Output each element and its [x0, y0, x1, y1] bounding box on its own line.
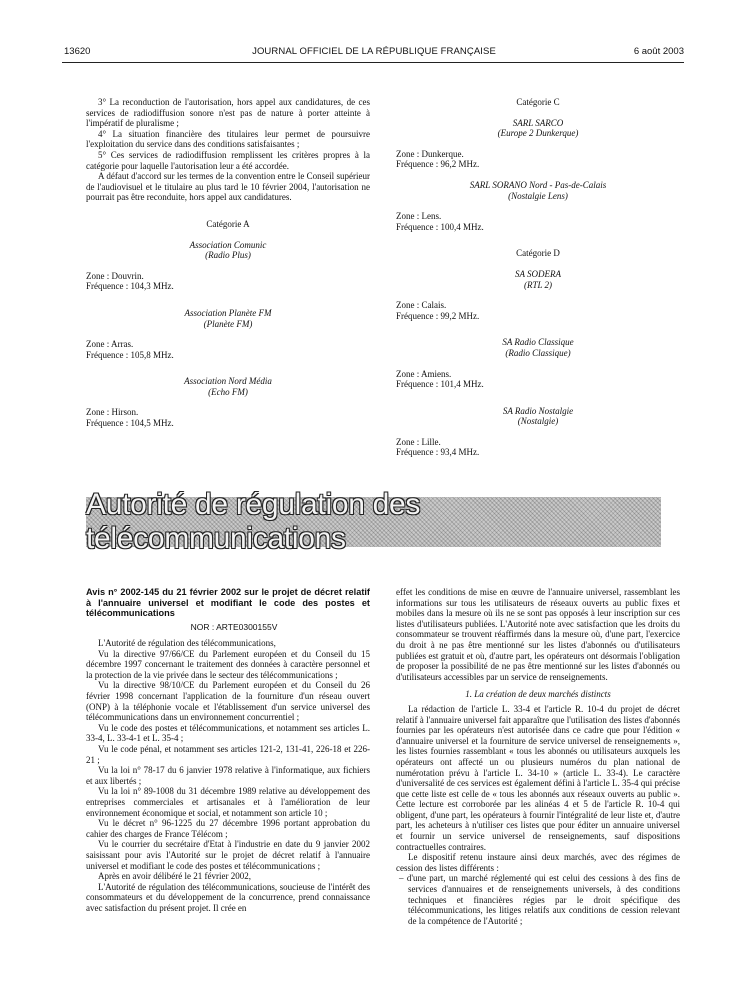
station-frequency: Fréquence : 105,8 MHz. — [86, 349, 174, 360]
avis-paragraph: Après en avoir délibéré le 21 février 2002, — [98, 871, 251, 882]
category-d-heading: Catégorie D — [516, 248, 560, 259]
avis-paragraph: Vu la directive 98/10/CE du Parlement européen et du Conseil du 26 février 1998 concernant l'application de la fourniture d'un réseau ouvert (ONP) à la téléphonie vocale et l'établissement d'un service universel des télécommunications dans un environnement concurrentiel ; — [86, 680, 370, 723]
avis-paragraph: Vu le courrier du secrétaire d'Etat à l'industrie en date du 9 janvier 2002 saisissant pour avis l'Autorité sur le projet de décret relatif à l'annuaire universel et modifiant le code des postes et télécommunications ; — [86, 839, 370, 871]
station-zone: Zone : Calais. — [396, 300, 447, 311]
station-subtitle: (Nostalgie) — [517, 416, 559, 427]
journal-title: JOURNAL OFFICIEL DE LA RÉPUBLIQUE FRANÇAISE — [252, 46, 496, 57]
section-banner — [86, 488, 661, 555]
bottom-left-column — [86, 587, 370, 914]
station-zone: Zone : Amiens. — [396, 368, 452, 379]
section-banner-title: Autorité de régulation des télécommunications — [86, 488, 421, 555]
station-subtitle: (Radio Classique) — [505, 347, 571, 358]
station-subtitle: (Radio Plus) — [205, 250, 251, 261]
station-frequency: Fréquence : 96,2 MHz. — [396, 159, 480, 170]
issue-date: 6 août 2003 — [633, 46, 684, 57]
body-paragraph: La rédaction de l'article L. 33-4 et l'article R. 10-4 du projet de décret relatif à l'annuaire universel fait apparaître que l'utilisation des listes d'abonnés fournies par les opérateurs n'est autorisée dans ce cadre que pour l'édition « d'annuaire universel et la fourniture de service universel de renseignements », les listes fournies rassemblant « tous les abonnés ou utilisateurs auxquels les opérateurs ont affecté un ou plusieurs numéros du plan national de numérotation prévu à l'article L. 34-10 » (article L. 33-4). Le caractère d'universalité de ces services est également défini à l'article L. 35-4 qui précise que cette liste est celle de « tous les abonnés aux réseaux ouverts au public ». Cette lecture est corroborée par les alinéas 4 et 5 de l'article R. 10-4 qui obligent, d'une part, les opérateurs à fournir l'intégralité de leur liste et, d'autre part, les acheteurs à n'utiliser ces listes que pour éditer un annuaire universel et fournir un service universel de renseignements, sauf dispositions contractuelles contraires. — [396, 703, 680, 852]
bottom-right-column — [396, 587, 680, 926]
condition-5: 5° Ces services de radiodiffusion remplissent les critères propres à la catégorie pour laquelle l'autorisation leur a été accordée. — [86, 149, 370, 171]
station-frequency: Fréquence : 101,4 MHz. — [396, 379, 484, 390]
avis-paragraph: L'Autorité de régulation des télécommunications, soucieuse de l'intérêt des consommateurs et du développement de la concurrence, prend connaissance avec satisfaction du présent projet. Il crée en — [86, 881, 370, 913]
avis-paragraph: Vu le décret n° 96-1225 du 27 décembre 1996 portant approbation du cahier des charges de France Télécom ; — [86, 818, 370, 839]
station-name: Association Nord Média — [184, 376, 272, 387]
section-heading: 1. La création de deux marchés distincts — [465, 689, 611, 700]
top-right-column — [396, 97, 680, 458]
page-number: 13620 — [64, 46, 91, 57]
top-left-column — [86, 97, 370, 429]
station-zone: Zone : Douvrin. — [86, 270, 144, 281]
body-paragraph: Le dispositif retenu instaure ainsi deux marchés, avec des régimes de cession des listes différents : — [396, 852, 680, 873]
station-subtitle: (Planète FM) — [203, 318, 253, 329]
avis-paragraph: Vu la loi n° 78-17 du 6 janvier 1978 relative à l'informatique, aux fichiers et aux libertés ; — [86, 765, 370, 786]
avis-paragraph: Vu le code pénal, et notamment ses articles 121-2, 131-41, 226-18 et 226-21 ; — [86, 744, 370, 765]
avis-paragraph: Vu la loi n° 89-1008 du 31 décembre 1989 relative au développement des entreprises commerciales et artisanales et à l'amélioration de leur environnement économique et social, et notamment son article 10 ; — [86, 786, 370, 818]
station-name: SARL SARCO — [512, 117, 564, 128]
station-name: SA SODERA — [514, 268, 562, 279]
body-paragraph: effet les conditions de mise en œuvre de l'annuaire universel, rassemblant les informations sur tous les utilisateurs de réseaux ouverts au public fixes et mobiles dans la mesure où ils ne se sont pas opposés à leur inscription sur ces listes d'utilisateurs publiées. L'Autorité note avec satisfaction que les droits du consommateur se trouvent réaffirmés dans la mesure où, d'une part, l'exercice du droit à ne pas être mentionné sur les listes d'abonnés ou d'utilisateurs publiées est gratuit et où, d'autre part, les opérateurs ont désormais l'obligation de proposer la possibilité de ne pas être mentionné sur les listes d'abonnés ou d'utilisateurs accessibles par un service de renseignements. — [396, 587, 680, 682]
station-frequency: Fréquence : 93,4 MHz. — [396, 447, 480, 458]
station-zone: Zone : Lens. — [396, 211, 442, 222]
station-frequency: Fréquence : 104,3 MHz. — [86, 281, 174, 292]
condition-4: 4° La situation financière des titulaires leur permet de poursuivre l'exploitation du service dans des conditions satisfaisantes ; — [86, 128, 370, 150]
station-frequency: Fréquence : 100,4 MHz. — [396, 221, 484, 232]
station-name: SA Radio Classique — [502, 337, 574, 348]
avis-paragraph: Vu la directive 97/66/CE du Parlement européen et du Conseil du 15 décembre 1997 concernant le traitement des données à caractère personnel et la protection de la vie privée dans le secteur des télécommunications ; — [86, 648, 370, 680]
list-item: – d'une part, un marché réglementé qui est celui des cessions à des fins de services d'annuaires et de renseignements universels, à des conditions techniques et financières régies par le droit spécifique des télécommunications, les litiges relatifs aux conditions de cession relevant de la compétence de l'Autorité ; — [399, 873, 680, 926]
station-subtitle: (RTL 2) — [523, 279, 553, 290]
avis-title: Avis n° 2002-145 du 21 février 2002 sur le projet de décret relatif à l'annuaire universel et modifiant le code des postes et télécommunications — [86, 587, 370, 618]
station-zone: Zone : Arras. — [86, 339, 134, 350]
station-subtitle: (Echo FM) — [208, 386, 248, 397]
avis-paragraph: Vu le code des postes et télécommunications, et notamment ses articles L. 33-4, L. 33-4-1 et L. 35-4 ; — [86, 722, 370, 744]
station-name: SA Radio Nostalgie — [502, 405, 574, 416]
category-a-heading: Catégorie A — [206, 218, 250, 229]
station-zone: Zone : Lille. — [396, 436, 441, 447]
station-name: Association Planète FM — [184, 307, 272, 318]
station-zone: Zone : Hirson. — [86, 407, 139, 418]
avis-paragraph: L'Autorité de régulation des télécommunications, — [98, 638, 276, 649]
page-header — [0, 38, 748, 57]
header-rule — [62, 62, 684, 63]
station-subtitle: (Europe 2 Dunkerque) — [497, 128, 579, 139]
condition-3: 3° La reconduction de l'autorisation, hors appel aux candidatures, de ces services de radiodiffusion sonore n'est pas de nature à porter atteinte à l'impératif de pluralisme ; — [86, 97, 370, 129]
nor-reference: NOR : ARTE0300155V — [190, 621, 278, 632]
condition-default: A défaut d'accord sur les termes de la convention entre le Conseil supérieur de l'audiovisuel et le titulaire au plus tard le 10 février 2004, l'autorisation ne pourrait pas être reconduite, hors appel aux candidatures. — [86, 171, 370, 203]
station-name: SARL SORANO Nord - Pas-de-Calais — [469, 179, 607, 190]
station-frequency: Fréquence : 104,5 MHz. — [86, 418, 174, 429]
station-zone: Zone : Dunkerque. — [396, 148, 464, 159]
station-subtitle: (Nostalgie Lens) — [508, 190, 568, 201]
station-frequency: Fréquence : 99,2 MHz. — [396, 310, 480, 321]
station-name: Association Comunic — [189, 239, 267, 250]
category-c-heading: Catégorie C — [516, 97, 560, 107]
